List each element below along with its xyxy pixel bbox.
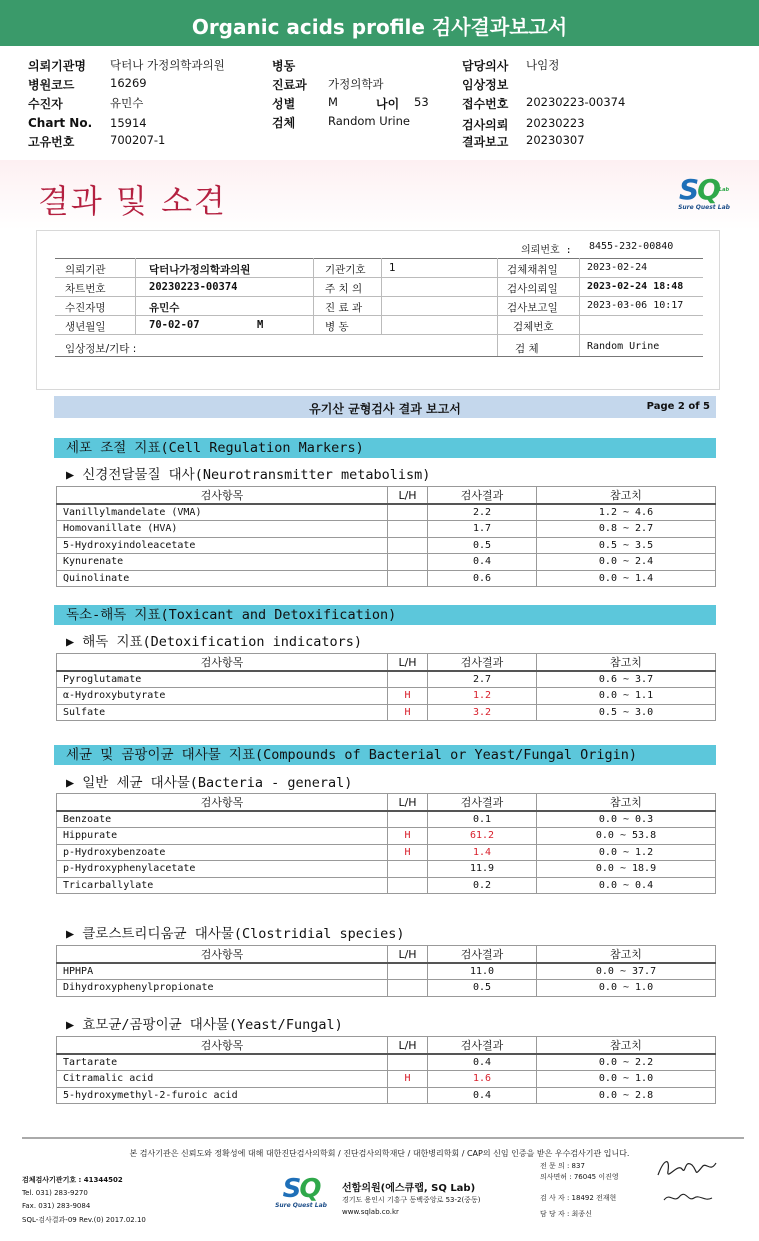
logo-q: Q	[299, 1174, 320, 1204]
section-title: 세포 조절 지표(Cell Regulation Markers)	[54, 438, 716, 458]
test-result: 0.5	[428, 980, 537, 997]
hdr-value: 20230223	[526, 116, 585, 130]
test-result: 0.4	[428, 1054, 537, 1071]
logo-s: S	[678, 173, 698, 206]
lh-flag	[388, 1087, 428, 1104]
hdr-value: 나임정	[526, 58, 560, 72]
results-table	[56, 486, 716, 587]
info-rule	[55, 315, 703, 316]
doctor-signature	[654, 1155, 724, 1183]
test-result: 2.2	[428, 504, 537, 521]
info-label: 의뢰기관	[65, 264, 106, 276]
hdr-label: 검사의뢰	[462, 118, 509, 132]
test-name: Quinolinate	[57, 570, 388, 587]
hdr-value: 15914	[110, 116, 147, 130]
col-header-lh: L/H	[388, 794, 428, 812]
info-label: 수진자명	[65, 302, 106, 314]
banner-title: 결과 및 소견	[38, 182, 227, 220]
results-table	[56, 1036, 716, 1104]
test-result: 11.0	[428, 963, 537, 980]
footer-sq-logo	[274, 1176, 328, 1209]
test-result: 2.7	[428, 671, 537, 688]
table-row	[57, 1054, 716, 1071]
table-row	[57, 963, 716, 980]
info-rule	[55, 258, 703, 259]
subsection-title: ▶ 일반 세균 대사물(Bacteria - general)	[66, 775, 353, 791]
reference-range: 0.0 ~ 2.8	[537, 1087, 716, 1104]
col-header-item: 검사항목	[57, 794, 388, 812]
report-subtitle-bar	[54, 396, 716, 418]
reference-range: 0.0 ~ 0.4	[537, 877, 716, 894]
table-row	[57, 844, 716, 861]
info-label: 생년월일	[65, 321, 106, 333]
reference-range: 0.0 ~ 0.3	[537, 811, 716, 828]
col-header-result: 검사결과	[428, 794, 537, 812]
lh-flag: H	[388, 1071, 428, 1088]
lh-flag	[388, 811, 428, 828]
section-title: 독소-해독 지표(Toxicant and Detoxification)	[54, 605, 716, 625]
hdr-label: 나이	[376, 97, 400, 111]
info-value: 2023-02-24	[587, 262, 648, 273]
col-header-result: 검사결과	[428, 946, 537, 964]
col-header-result: 검사결과	[428, 487, 537, 505]
hdr-value: M	[328, 95, 338, 109]
logo-tm: Lab	[718, 187, 730, 193]
subsection-title: ▶ 신경전달물질 대사(Neurotransmitter metabolism)	[66, 467, 431, 483]
manager: 담 당 자 : 최종신	[540, 1210, 592, 1218]
company-name: 선함의원(에스큐랩, SQ Lab)	[342, 1183, 476, 1194]
reference-range: 0.0 ~ 18.9	[537, 861, 716, 878]
examiner: 검 사 자 : 18492 전재현	[540, 1194, 617, 1202]
info-label: 차트번호	[65, 283, 106, 295]
col-header-ref: 참고치	[537, 946, 716, 964]
hdr-label: 담당의사	[462, 59, 509, 73]
hdr-label: 의뢰기관명	[28, 59, 86, 73]
test-name: Benzoate	[57, 811, 388, 828]
test-name: Citramalic acid	[57, 1071, 388, 1088]
info-label: 검사보고일	[507, 302, 558, 314]
specimen-label: 검 체	[515, 343, 539, 355]
reference-range: 0.0 ~ 2.4	[537, 554, 716, 571]
table-row	[57, 861, 716, 878]
col-header-lh: L/H	[388, 1037, 428, 1055]
logo-subtitle: Sure Quest Lab	[275, 1202, 327, 1209]
accreditation-notice: 본 검사기관은 신뢰도와 정확성에 대해 대한진단검사의학회 / 진단검사의학재단 / 대한병리학회 / CAP의 신임 인증을 받은 우수검사기관 입니다.	[129, 1149, 630, 1158]
info-value: 2023-02-24 18:48	[587, 281, 684, 292]
test-result: 61.2	[428, 828, 537, 845]
logo-subtitle: Sure Quest Lab	[678, 204, 730, 211]
info-vrule	[381, 258, 382, 334]
lh-flag	[388, 537, 428, 554]
table-row	[57, 570, 716, 587]
info-vrule	[579, 258, 580, 356]
table-row	[57, 1071, 716, 1088]
col-header-result: 검사결과	[428, 1037, 537, 1055]
reference-range: 0.0 ~ 53.8	[537, 828, 716, 845]
test-name: 5-Hydroxyindoleacetate	[57, 537, 388, 554]
lh-flag	[388, 980, 428, 997]
info-vrule	[497, 258, 498, 356]
info-label: 검체채취일	[507, 264, 558, 276]
table-row	[57, 1087, 716, 1104]
test-result: 0.4	[428, 554, 537, 571]
col-header-result: 검사결과	[428, 654, 537, 672]
test-name: Vanillylmandelate (VMA)	[57, 504, 388, 521]
table-row	[57, 828, 716, 845]
lh-flag	[388, 570, 428, 587]
info-label: 진 료 과	[325, 302, 363, 314]
reference-range: 0.0 ~ 1.0	[537, 1071, 716, 1088]
hdr-value: 유민수	[110, 96, 144, 110]
lh-flag	[388, 861, 428, 878]
test-result: 1.4	[428, 844, 537, 861]
col-header-item: 검사항목	[57, 654, 388, 672]
request-no: 8455-232-00840	[589, 241, 674, 252]
test-result: 0.1	[428, 811, 537, 828]
reference-range: 0.0 ~ 1.2	[537, 844, 716, 861]
page-indicator: Page 2 of 5	[646, 401, 710, 412]
hdr-value: 닥터나 가정의학과의원	[110, 58, 225, 72]
sq-lab-logo	[676, 173, 732, 211]
table-row	[57, 671, 716, 688]
info-value: 2023-03-06 10:17	[587, 300, 684, 311]
footer-left-line: Tel. 031) 283-9270	[22, 1189, 88, 1197]
lh-flag	[388, 521, 428, 538]
test-result: 0.2	[428, 877, 537, 894]
results-table	[56, 793, 716, 894]
results-table	[56, 653, 716, 721]
test-name: HPHPA	[57, 963, 388, 980]
info-label: 기관기호	[325, 264, 366, 276]
hdr-value: 20230223-00374	[526, 95, 626, 109]
info-rule	[55, 277, 703, 278]
table-row	[57, 504, 716, 521]
info-value: 20230223-00374	[149, 281, 238, 293]
test-name: Hippurate	[57, 828, 388, 845]
reference-range: 0.0 ~ 1.4	[537, 570, 716, 587]
test-result: 1.2	[428, 688, 537, 705]
hdr-value: 20230307	[526, 133, 585, 147]
request-no-label: 의뢰번호 :	[521, 245, 572, 256]
report-subtitle: 유기산 균형검사 결과 보고서	[309, 402, 461, 416]
section-title: 세균 및 곰팡이균 대사물 지표(Compounds of Bacterial or Yeast/Fungal Origin)	[54, 745, 716, 765]
info-value: 유민수	[149, 302, 180, 314]
test-result: 1.6	[428, 1071, 537, 1088]
test-name: 5-hydroxymethyl-2-furoic acid	[57, 1087, 388, 1104]
lh-flag: H	[388, 844, 428, 861]
hdr-label: 수진자	[28, 97, 63, 111]
info-sex: M	[257, 319, 264, 331]
footer-divider	[22, 1137, 744, 1139]
hdr-label: 임상정보	[462, 78, 509, 92]
specimen-value: Random Urine	[587, 341, 660, 352]
hdr-label: 결과보고	[462, 135, 509, 149]
footer-left-line: Fax. 031) 283-9084	[22, 1202, 91, 1210]
info-value: 1	[389, 262, 396, 274]
subsection-title: ▶ 클로스트리디움균 대사물(Clostridial species)	[66, 926, 405, 942]
hdr-label: 성별	[272, 97, 296, 111]
info-rule	[55, 356, 703, 357]
test-result: 11.9	[428, 861, 537, 878]
company-address: 경기도 용인시 기흥구 동백중앙로 53-2(중동)	[342, 1196, 481, 1204]
info-rule	[55, 334, 703, 335]
col-header-lh: L/H	[388, 654, 428, 672]
info-rule	[55, 296, 703, 297]
lh-flag: H	[388, 688, 428, 705]
test-result: 1.7	[428, 521, 537, 538]
lh-flag: H	[388, 704, 428, 721]
specialist-no: 전 문 의 : 837	[540, 1162, 585, 1170]
reference-range: 1.2 ~ 4.6	[537, 504, 716, 521]
info-label: 주 치 의	[325, 283, 363, 295]
table-row	[57, 688, 716, 705]
col-header-item: 검사항목	[57, 1037, 388, 1055]
company-website: www.sqlab.co.kr	[342, 1208, 399, 1216]
test-result: 0.4	[428, 1087, 537, 1104]
info-value: 닥터나가정의학과의원	[149, 264, 251, 276]
test-name: Sulfate	[57, 704, 388, 721]
report-title-bar	[0, 0, 759, 46]
results-table	[56, 945, 716, 997]
hdr-label: 진료과	[272, 78, 307, 92]
table-row	[57, 980, 716, 997]
test-name: Pyroglutamate	[57, 671, 388, 688]
col-header-ref: 참고치	[537, 654, 716, 672]
table-row	[57, 521, 716, 538]
table-row	[57, 811, 716, 828]
reference-range: 0.0 ~ 1.0	[537, 980, 716, 997]
test-name: Dihydroxyphenylpropionate	[57, 980, 388, 997]
test-name: p-Hydroxybenzoate	[57, 844, 388, 861]
test-name: Homovanillate (HVA)	[57, 521, 388, 538]
footer-left-line: 검체검사기관기호 : 41344502	[22, 1176, 123, 1184]
col-header-ref: 참고치	[537, 487, 716, 505]
reference-range: 0.8 ~ 2.7	[537, 521, 716, 538]
col-header-ref: 참고치	[537, 1037, 716, 1055]
hdr-value: 가정의학과	[328, 77, 384, 91]
table-row	[57, 537, 716, 554]
test-name: p-Hydroxyphenylacetate	[57, 861, 388, 878]
test-result: 0.6	[428, 570, 537, 587]
info-label: 검사의뢰일	[507, 283, 558, 295]
hdr-value: Random Urine	[328, 114, 410, 128]
hdr-value: 16269	[110, 76, 147, 90]
hdr-value: 53	[414, 95, 429, 109]
logo-q: Q	[697, 173, 719, 206]
col-header-lh: L/H	[388, 946, 428, 964]
reference-range: 0.0 ~ 1.1	[537, 688, 716, 705]
reference-range: 0.5 ~ 3.0	[537, 704, 716, 721]
info-vrule	[135, 258, 136, 334]
reference-range: 0.0 ~ 2.2	[537, 1054, 716, 1071]
test-result: 3.2	[428, 704, 537, 721]
subsection-title: ▶ 효모균/곰팡이균 대사물(Yeast/Fungal)	[66, 1017, 343, 1033]
clinical-label: 임상정보/기타 :	[65, 343, 137, 355]
hdr-label: 검체	[272, 116, 296, 130]
reference-range: 0.0 ~ 37.7	[537, 963, 716, 980]
hdr-label: Chart No.	[28, 116, 93, 130]
info-label: 병 동	[325, 321, 349, 333]
hdr-label: 병원코드	[28, 78, 75, 92]
col-header-item: 검사항목	[57, 487, 388, 505]
test-name: α-Hydroxybutyrate	[57, 688, 388, 705]
test-name: Tartarate	[57, 1054, 388, 1071]
reference-range: 0.5 ~ 3.5	[537, 537, 716, 554]
reference-range: 0.6 ~ 3.7	[537, 671, 716, 688]
info-value: 70-02-07	[149, 319, 200, 331]
lh-flag	[388, 877, 428, 894]
hdr-value: 700207-1	[110, 133, 166, 147]
lh-flag: H	[388, 828, 428, 845]
col-header-ref: 참고치	[537, 794, 716, 812]
lh-flag	[388, 1054, 428, 1071]
test-name: Tricarballylate	[57, 877, 388, 894]
test-name: Kynurenate	[57, 554, 388, 571]
patient-info-box	[36, 230, 720, 390]
report-title: Organic acids profile 검사결과보고서	[191, 15, 568, 39]
logo-s: S	[282, 1174, 300, 1204]
lh-flag	[388, 963, 428, 980]
table-row	[57, 554, 716, 571]
lh-flag	[388, 504, 428, 521]
footer-left-line: SQL-검사결과-09 Rev.(0) 2017.02.10	[22, 1216, 146, 1224]
lh-flag	[388, 554, 428, 571]
test-result: 0.5	[428, 537, 537, 554]
examiner-signature	[660, 1188, 720, 1208]
info-vrule	[313, 258, 314, 334]
subsection-title: ▶ 해독 지표(Detoxification indicators)	[66, 634, 362, 650]
license-no: 의사면허 : 76045 이진영	[540, 1173, 619, 1181]
hdr-label: 고유번호	[28, 135, 75, 149]
col-header-item: 검사항목	[57, 946, 388, 964]
hdr-label: 병동	[272, 59, 296, 73]
info-label: 검체번호	[513, 321, 554, 333]
table-row	[57, 704, 716, 721]
col-header-lh: L/H	[388, 487, 428, 505]
table-row	[57, 877, 716, 894]
hdr-label: 접수번호	[462, 97, 509, 111]
lh-flag	[388, 671, 428, 688]
